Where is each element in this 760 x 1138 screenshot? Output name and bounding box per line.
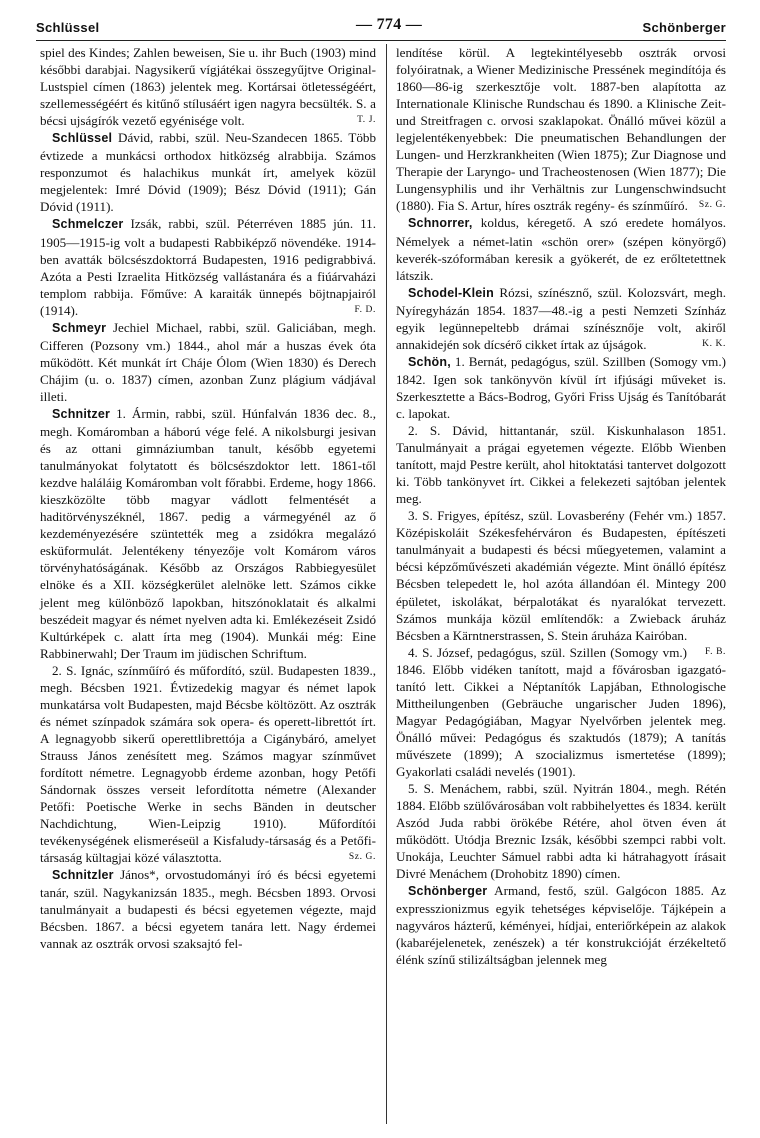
- entry-schonberger: Schönberger Armand, festő, szül. Galgócon 1885. Az expresszionizmus egyik tehetséges képviselője. Tájképein a nagyváros házterű, kéményei, hídjai, enteriőrképein az alakok (kabaréjelenetek, zenészek) a tér konstrukcióját érzékeltető élénk színű stilizáltságban jelennek meg: [396, 883, 726, 968]
- entry-schmelczer: Schmelczer Izsák, rabbi, szül. Péterréven 1885 jún. 11. 1905—1915-ig volt a budapesti Rabbiképző növendéke. 1914-ben avatták bölcsészdoktorrá Budapesten, 1916 pedigrabbivá. Azóta a Pesti Izraelita Hitközség vallástanára és a fiúárvaházi templom rabbija. Főműve: A karaiták ünnepés böjtnapjairól (1914). F. D.: [40, 216, 377, 318]
- entry-continuation: spiel des Kindes; Zahlen beweisen, Sie u. ihr Buch (1903) mind későbbi darabjai. Nagysikerű vígjátékai összegyűjtve Original-Lustspiel címen (1863) jelentek meg. Kortársai ötletességéért, szellemességéért és kitűnő stílusáért igen nagyra becsülték. S. a bécsi ujságírók vezető egyénisége volt. T. J.: [40, 45, 376, 129]
- entry-schon-jozsef: 4. S. József, pedagógus, szül. Szillen (Somogy vm.) 1846. Előbb vidéken tanított, majd a fővárosban igazgató-tanító lett. Cikkei a Néptanítók Lapjában, Ethnologische Mittheilungenben (Gebräuche ungarischer Juden 1896), Magyar Pedagógiában, Magyar Nyelvőrben jelentek meg. Önálló művei: Pedagógus és szaktudós (1879); A tanítás művészete (1899); A szocializmus ismertetése (1899); Gyakorlati családi nevelés (1901).: [396, 644, 726, 779]
- left-column: [40, 44, 376, 952]
- entry-headword: Schmelczer: [52, 217, 124, 232]
- header-rule: [36, 40, 726, 41]
- entry-schon-menachem: 5. S. Menáchem, rabbi, szül. Nyitrán 1804., megh. Rétén 1884. Előbb szülővárosában volt rabbihelyettes és 1834. került Aszód Juda rabbi örökébe Rétére, ahol ötven éven át működött. Utódja Breznic Izsák, későbbi szempci rabbi volt. Unokája, Leuchter Sámuel rabbi adta ki hátrahagyott írásait Divré Menáchem (Drohobitz 1890) címen.: [396, 781, 726, 882]
- page-number: — 774 —: [356, 16, 423, 33]
- entry-schnitzer-ignac: 2. S. Ignác, színműíró és műfordító, szül. Budapesten 1839., megh. Bécsben 1921. Évtizedekig magyar és német lapok munkatársa volt Budapesten, majd Bécsbe költözött. Az osztrák és német színpadok számára sok opera- és operett-librettót írt. A legnagyobb sikerű operettlibrettója a Cigánybáró, amelyet Strauss János zenésített meg. Számos magyar színművet fordított németre. Legnagyobb érdeme azonban, hogy Petőfi Sándornak összes verseit lefordította németre (Alexander Petőfi: Poetische Werke in sechs Bänden in deutscher Nachdichtung, Wien-Leipzig 1910). Műfordítói tevékenységének elismeréseül a Kisfaludy-társaság és a Petőfi-társaság kültagjai közé választotta. Sz. G.: [40, 662, 376, 866]
- author-signature: K. K.: [702, 338, 726, 349]
- entry-headword: Schmeyr: [52, 320, 107, 335]
- header-left-word: Schlüssel: [36, 20, 100, 35]
- author-signature: Sz. G.: [698, 200, 726, 211]
- entry-headword: Schönberger: [408, 884, 488, 899]
- running-header: [36, 14, 726, 40]
- entry-headword: Schnitzer: [52, 406, 111, 421]
- column-divider: [386, 44, 387, 1124]
- author-signature: F. B.: [705, 646, 726, 657]
- author-signature: Sz. G.: [348, 852, 376, 863]
- entry-schon-david: 2. S. Dávid, hittantanár, szül. Kiskunhalason 1851. Tanulmányait a prágai egyetemen végezte. Előbb Wienben tanított, majd Pestre került, ahol hitoktatási tantervet dolgozott ki. Több tankönyvet írt. Cikkei a felekezeti sajtóban jelentek meg.: [396, 423, 726, 507]
- entry-schmeyr: Schmeyr Jechiel Michael, rabbi, szül. Galiciában, megh. Cifferen (Pozsony vm.) 1844., ahol már a huszas évek óta működött. Két munkát írt Cháje Ólom (Wien 1830) és Derech Chájim (u. o. 1837) címen, azonban Zunz plágium vádjával illeti.: [40, 319, 376, 404]
- entry-headword: Schön,: [408, 354, 451, 369]
- author-signature: F. D.: [354, 304, 376, 315]
- entry-continuation: lendítése körül. A legtekintélyesebb osztrák orvosi folyóiratnak, a Wiener Medizinische Pressének megindítója és 1860—86-ig szerkesztője volt. 1887-ben alapította az Internationale Klinische Rundschau és 1890. a Klinische Zeit- und Streitfragen c. orvosi szaklapokat. Önálló művei közül a legjelentékenyebbek: Die pneumatischen Behandlungen der Lungen- und Herzkrankheiten (Wien 1875); Zur Diagnose und Therapie der Laryngo- und Tracheostenosen (Wien 1877); Die Lungensyphilis und ihr Verhältnis zur Lungenschwindsucht (1880). Fia S. Artur, híres osztrák regény- és színműíró. Sz. G.: [396, 45, 726, 214]
- entry-schodel-klein: Schodel-Klein Rózsi, színésznő, szül. Kolozsvárt, megh. Nyíregyházán 1854. 1837—48.-ig a pesti Nemzeti Színház egyik legünnepeltebb drámai színésznője volt, akiről annakidején sok dícsérő cikket írtak az újságok. K. K.: [396, 284, 726, 352]
- entry-schon: Schön, 1. Bernát, pedagógus, szül. Szillben (Somogy vm.) 1842. Igen sok tankönyvön kívül írt ifjúsági műveket is. Szerkesztette a Bács-Bodrog, Győri Friss Ujság és Tanítóbarát c. lapokat.: [396, 353, 726, 421]
- entry-headword: Schlüssel: [52, 131, 113, 146]
- entry-headword: Schodel-Klein: [408, 285, 494, 300]
- entry-headword: Schnitzler: [52, 868, 114, 883]
- entry-schnitzer: Schnitzer 1. Ármin, rabbi, szül. Húnfalván 1836 dec. 8., megh. Komáromban a háború vége felé. A nikolsburgi jesivan és az ottani gimnáziumban tanult, később egyetemi tanulmányokat folytatott és bölcsészdoktor lett. 1861-től kezdve haláláig Komáromban volt főrabbi. Erdeme, hogy 1866. kieszközölte több magyar vádlott felmentését a haditörvényszéknél, 1867. pedig a vármegyénél az ő kezdeményezésére szüntették meg a zsidókra megalázó esküformulát. Jelentékeny tényezője volt Komárom város törvényhatóságának. Később az Országos Rabbiegyesület elnöke és a XII. községkerület alelnöke lett. Számos cikke jelent meg különböző lapokban, hitszónoklatait és alkalmi beszédeit magyar és német nyelven adta ki. Emlékezéseit Zsidó Kultúrképek c. alatt írta meg (1904). Munkái még: Eine Rabbinerwahl; Der Traum im jüdischen Schriftum.: [40, 405, 376, 661]
- entry-schlussel: Schlüssel Dávid, rabbi, szül. Neu-Szandecen 1865. Több évtizede a munkácsi orthodox hitközség alrabbija. Számos responzumot és halachikus munkát írt, amelyek közül megjelentek: Imré Dóvid (1909); Bész Dóvid (1911); Gán Dóvid (1911).: [40, 130, 377, 215]
- entry-schnitzler: Schnitzler János*, orvostudományi író és bécsi egyetemi tanár, szül. Nagykanizsán 1835., megh. Bécsben 1893. Orvosi tanulmányait a budapesti és bécsi egyetemen végezte, majd Bécsben. 1867. a bécsi egyetem tanára lett. Nagy érdemei vannak az osztrák orvosi szaksajtó fel-: [40, 867, 376, 952]
- author-signature: T. J.: [357, 115, 376, 126]
- entry-schon-frigyes: 3. S. Frigyes, építész, szül. Lovasberény (Fehér vm.) 1857. Középiskoláit Székesfehérváron és Budapesten, építészeti tanulmányait a budapesti és bécsi műegyetemen, valamint a bécsi képzőművészeti akadémián végezte. Mint önálló építész Bécsben telepedett le, hol azóta állandóan él. Mintegy 200 épületet, iskolákat, bérpalotákat és nyaralókat tervezett. Számos munkája közül említendők: a Zwieback áruház Bécsben a Kärntnerstrassen, S. Stein áruháza Kairóban. F. B.: [396, 507, 726, 643]
- entry-schnorrer: Schnorrer, koldus, kéregető. A szó eredete homályos. Némelyek a német-latin «schön orer» (szépen könyörgő) keverék-szóformában keresik a gyökerét, de ez erőltetettnek látszik.: [396, 215, 726, 283]
- entry-headword: Schnorrer,: [408, 216, 473, 231]
- right-column: [396, 44, 726, 969]
- header-right-word: Schönberger: [642, 20, 726, 35]
